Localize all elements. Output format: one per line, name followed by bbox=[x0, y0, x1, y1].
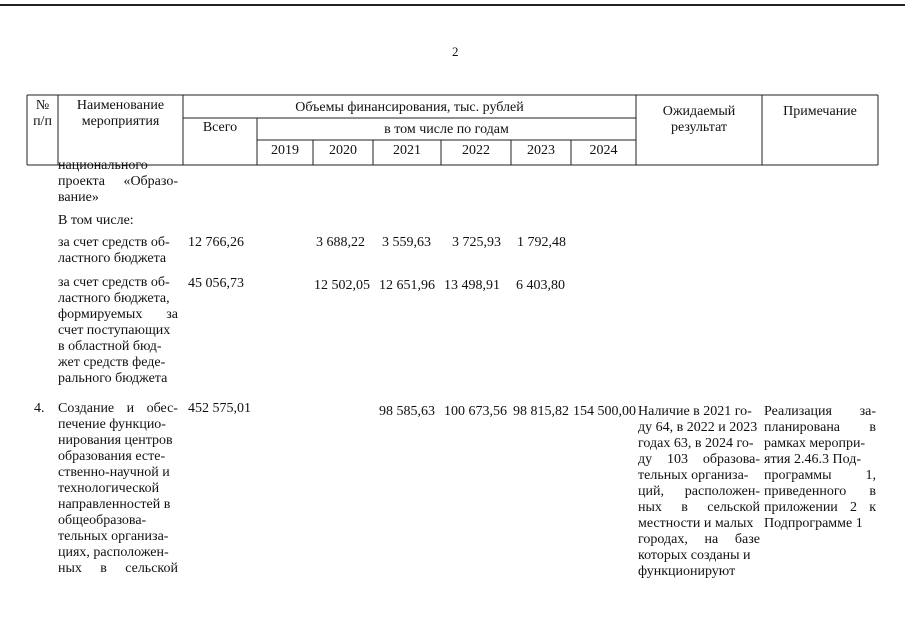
item4-2021: 98 585,63 bbox=[379, 404, 435, 419]
federal-2023: 6 403,80 bbox=[516, 278, 565, 293]
item4-2022: 100 673,56 bbox=[444, 404, 507, 419]
item4-note: Реализация за- планирована в рамках меропри- ятия 2.46.3 Под- программы 1, приведенного в приложении 2 к Подпрограмме 1 bbox=[764, 404, 876, 531]
federal-2020: 12 502,05 bbox=[314, 278, 370, 293]
header-year-2021: 2021 bbox=[393, 143, 421, 158]
regional-name: за счет средств об- ластного бюджета bbox=[58, 235, 170, 266]
federal-2021: 12 651,96 bbox=[379, 278, 435, 293]
header-total: Всего bbox=[202, 120, 238, 135]
item4-total: 452 575,01 bbox=[188, 401, 251, 416]
header-funding: Объемы финансирования, тыс. рублей bbox=[295, 100, 524, 115]
header-year-2019: 2019 bbox=[271, 143, 299, 158]
regional-2021: 3 559,63 bbox=[382, 235, 431, 250]
header-by-years: в том числе по годам bbox=[384, 122, 509, 137]
regional-2022: 3 725,93 bbox=[452, 235, 501, 250]
header-no: № п/п bbox=[33, 98, 52, 129]
item4-name: Создание и обес- печение функцио- нирования центров образования есте- ственно-научной и технологической направленностей в общеобразова- тельных организа- циях, расположен- ных в сельской bbox=[58, 401, 178, 576]
cont-name: национального проекта «Образо- вание» bbox=[58, 158, 178, 205]
item4-result: Наличие в 2021 го- ду 64, в 2022 и 2023 годах 63, в 2024 го- ду 103 образова- тельных организа- ций, расположен- ных в сельской местности и малых городах, на базе которых созданы и функционируют bbox=[638, 404, 760, 579]
including-label: В том числе: bbox=[58, 213, 134, 228]
top-border-line bbox=[0, 4, 905, 6]
header-year-2023: 2023 bbox=[527, 143, 555, 158]
header-name: Наименование мероприятия bbox=[76, 98, 165, 129]
federal-name: за счет средств об- ластного бюджета, формируемых за счет поступающих в областной бюд- жет средств феде- рального бюджета bbox=[58, 275, 178, 386]
header-year-2022: 2022 bbox=[462, 143, 490, 158]
item4-number: 4. bbox=[34, 401, 45, 416]
regional-2020: 3 688,22 bbox=[316, 235, 365, 250]
item4-2024: 154 500,00 bbox=[573, 404, 636, 419]
header-result: Ожидаемый результат bbox=[662, 104, 736, 135]
header-year-2024: 2024 bbox=[589, 143, 618, 158]
regional-2023: 1 792,48 bbox=[517, 235, 566, 250]
item4-2023: 98 815,82 bbox=[513, 404, 569, 419]
page-number: 2 bbox=[452, 44, 459, 59]
header-year-2020: 2020 bbox=[329, 143, 357, 158]
federal-2022: 13 498,91 bbox=[444, 278, 500, 293]
header-note: Примечание bbox=[783, 104, 857, 119]
federal-total: 45 056,73 bbox=[188, 276, 244, 291]
regional-total: 12 766,26 bbox=[188, 235, 244, 250]
